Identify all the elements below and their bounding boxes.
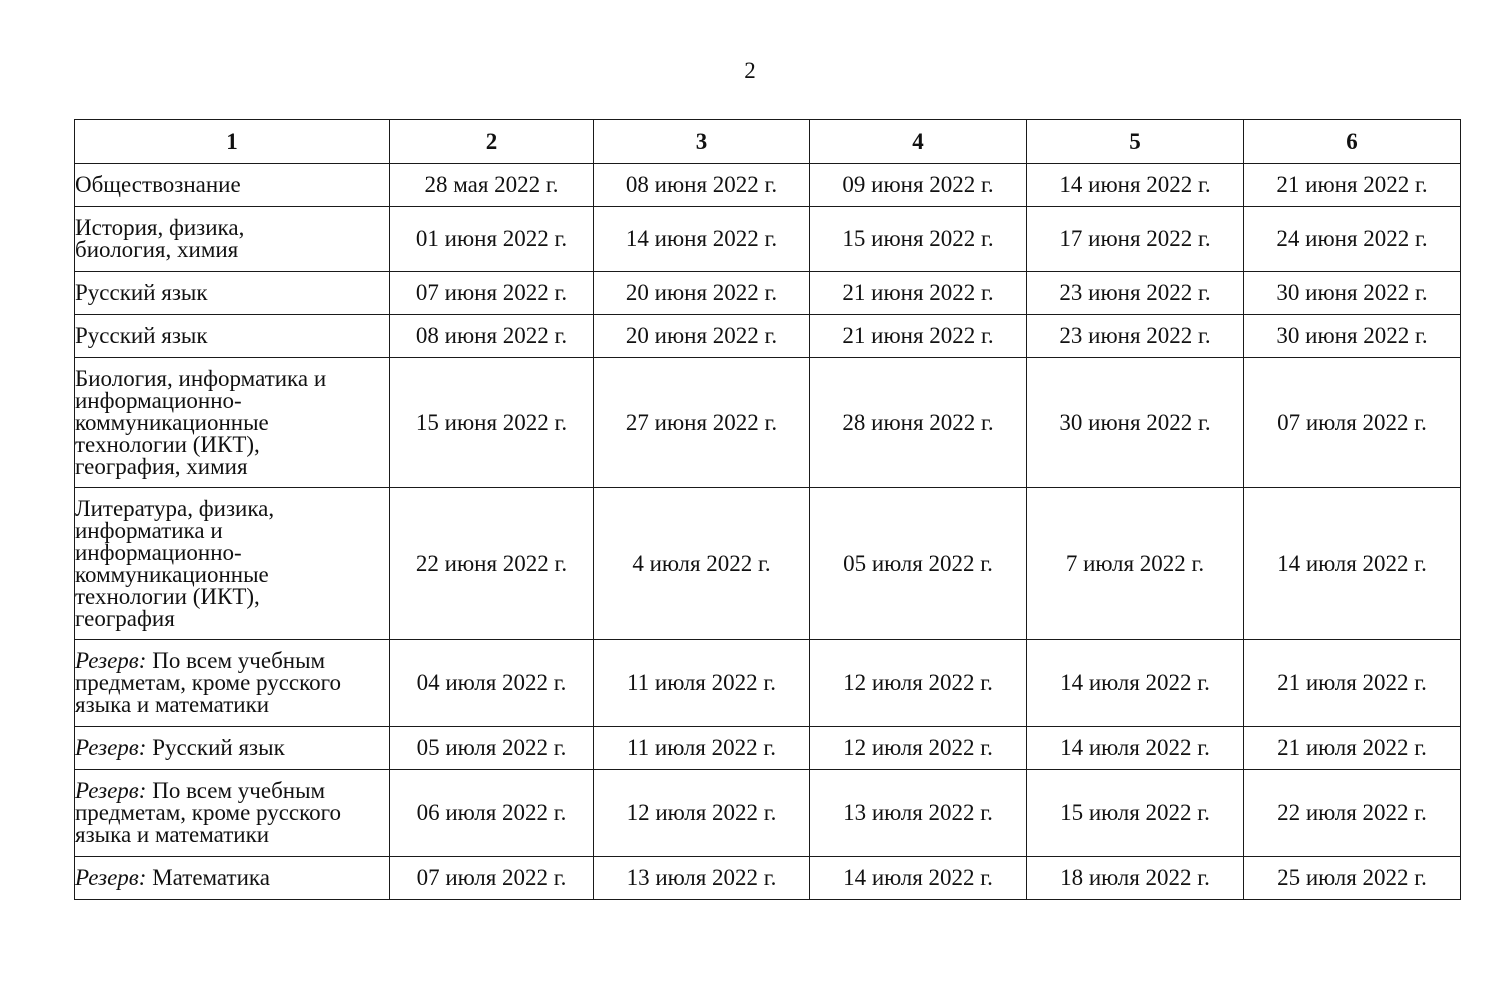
- date-cell: 14 июля 2022 г.: [810, 857, 1027, 900]
- table-row: [75, 315, 1461, 358]
- date-cell: 09 июня 2022 г.: [810, 164, 1027, 207]
- table-row: [75, 272, 1461, 315]
- subject-name: Русский язык: [75, 280, 208, 305]
- date-cell: 07 июня 2022 г.: [390, 272, 594, 315]
- date-cell: 30 июня 2022 г.: [1244, 315, 1461, 358]
- date-cell: 14 июля 2022 г.: [1027, 640, 1244, 727]
- date-cell: 25 июля 2022 г.: [1244, 857, 1461, 900]
- table-body: [75, 164, 1461, 900]
- column-header-4: 4: [810, 120, 1027, 164]
- header-row: [75, 120, 1461, 164]
- date-cell: 08 июня 2022 г.: [390, 315, 594, 358]
- date-cell: 15 июня 2022 г.: [390, 358, 594, 488]
- date-cell: 11 июля 2022 г.: [594, 640, 810, 727]
- date-cell: 30 июня 2022 г.: [1027, 358, 1244, 488]
- table-row: [75, 770, 1461, 857]
- column-header-6: 6: [1244, 120, 1461, 164]
- page-number: 2: [744, 58, 756, 83]
- subject-cell: [75, 640, 390, 727]
- table-row: [75, 358, 1461, 488]
- exam-schedule-table: [74, 119, 1461, 900]
- date-cell: 24 июня 2022 г.: [1244, 207, 1461, 272]
- date-cell: 7 июля 2022 г.: [1027, 488, 1244, 640]
- date-cell: 21 июня 2022 г.: [810, 315, 1027, 358]
- table-row: [75, 640, 1461, 727]
- date-cell: 05 июля 2022 г.: [810, 488, 1027, 640]
- table-row: [75, 164, 1461, 207]
- reserve-label: Резерв:: [75, 735, 147, 760]
- date-cell: 21 июля 2022 г.: [1244, 640, 1461, 727]
- date-cell: 28 июня 2022 г.: [810, 358, 1027, 488]
- reserve-label: Резерв:: [75, 865, 147, 890]
- table-row: [75, 488, 1461, 640]
- date-cell: 04 июля 2022 г.: [390, 640, 594, 727]
- date-cell: 21 июля 2022 г.: [1244, 727, 1461, 770]
- subject-name: Биология, информатика и информационно- коммуникационные технологии (ИКТ), география, химия: [75, 365, 327, 479]
- subject-name: Русский язык: [146, 735, 285, 760]
- subject-cell: [75, 488, 390, 640]
- date-cell: 21 июня 2022 г.: [1244, 164, 1461, 207]
- table-row: [75, 857, 1461, 900]
- date-cell: 15 июня 2022 г.: [810, 207, 1027, 272]
- subject-name: Русский язык: [75, 323, 208, 348]
- reserve-label: Резерв:: [75, 648, 147, 673]
- subject-cell: [75, 358, 390, 488]
- date-cell: 13 июля 2022 г.: [810, 770, 1027, 857]
- reserve-label: Резерв:: [75, 778, 147, 803]
- date-cell: 18 июля 2022 г.: [1027, 857, 1244, 900]
- date-cell: 12 июля 2022 г.: [594, 770, 810, 857]
- subject-cell: [75, 315, 390, 358]
- subject-name: Литература, физика, информатика и информационно- коммуникационные технологии (ИКТ), география: [75, 495, 275, 631]
- date-cell: 12 июля 2022 г.: [810, 727, 1027, 770]
- subject-name: Математика: [146, 865, 270, 890]
- date-cell: 22 июня 2022 г.: [390, 488, 594, 640]
- date-cell: 05 июля 2022 г.: [390, 727, 594, 770]
- date-cell: 27 июня 2022 г.: [594, 358, 810, 488]
- date-cell: 20 июня 2022 г.: [594, 315, 810, 358]
- date-cell: 30 июня 2022 г.: [1244, 272, 1461, 315]
- date-cell: 08 июня 2022 г.: [594, 164, 810, 207]
- date-cell: 14 июня 2022 г.: [1027, 164, 1244, 207]
- date-cell: 22 июля 2022 г.: [1244, 770, 1461, 857]
- subject-name: По всем учебным предметам, кроме русского языка и математики: [75, 648, 342, 717]
- date-cell: 07 июля 2022 г.: [1244, 358, 1461, 488]
- subject-name: История, физика, биология, химия: [75, 215, 245, 262]
- date-cell: 15 июля 2022 г.: [1027, 770, 1244, 857]
- subject-cell: [75, 164, 390, 207]
- date-cell: 14 июля 2022 г.: [1244, 488, 1461, 640]
- subject-cell: [75, 207, 390, 272]
- column-header-3: 3: [594, 120, 810, 164]
- table-row: [75, 207, 1461, 272]
- date-cell: 11 июля 2022 г.: [594, 727, 810, 770]
- date-cell: 28 мая 2022 г.: [390, 164, 594, 207]
- subject-cell: [75, 272, 390, 315]
- subject-cell: [75, 727, 390, 770]
- column-header-1: 1: [75, 120, 390, 164]
- subject-name: По всем учебным предметам, кроме русского языка и математики: [75, 778, 342, 847]
- date-cell: 23 июня 2022 г.: [1027, 315, 1244, 358]
- column-header-2: 2: [390, 120, 594, 164]
- date-cell: 13 июля 2022 г.: [594, 857, 810, 900]
- date-cell: 17 июня 2022 г.: [1027, 207, 1244, 272]
- date-cell: 12 июля 2022 г.: [810, 640, 1027, 727]
- subject-name: Обществознание: [75, 172, 241, 197]
- date-cell: 06 июля 2022 г.: [390, 770, 594, 857]
- date-cell: 21 июня 2022 г.: [810, 272, 1027, 315]
- table-row: [75, 727, 1461, 770]
- date-cell: 23 июня 2022 г.: [1027, 272, 1244, 315]
- date-cell: 14 июня 2022 г.: [594, 207, 810, 272]
- date-cell: 14 июля 2022 г.: [1027, 727, 1244, 770]
- date-cell: 01 июня 2022 г.: [390, 207, 594, 272]
- date-cell: 07 июля 2022 г.: [390, 857, 594, 900]
- subject-cell: [75, 770, 390, 857]
- subject-cell: [75, 857, 390, 900]
- date-cell: 20 июня 2022 г.: [594, 272, 810, 315]
- column-header-5: 5: [1027, 120, 1244, 164]
- date-cell: 4 июля 2022 г.: [594, 488, 810, 640]
